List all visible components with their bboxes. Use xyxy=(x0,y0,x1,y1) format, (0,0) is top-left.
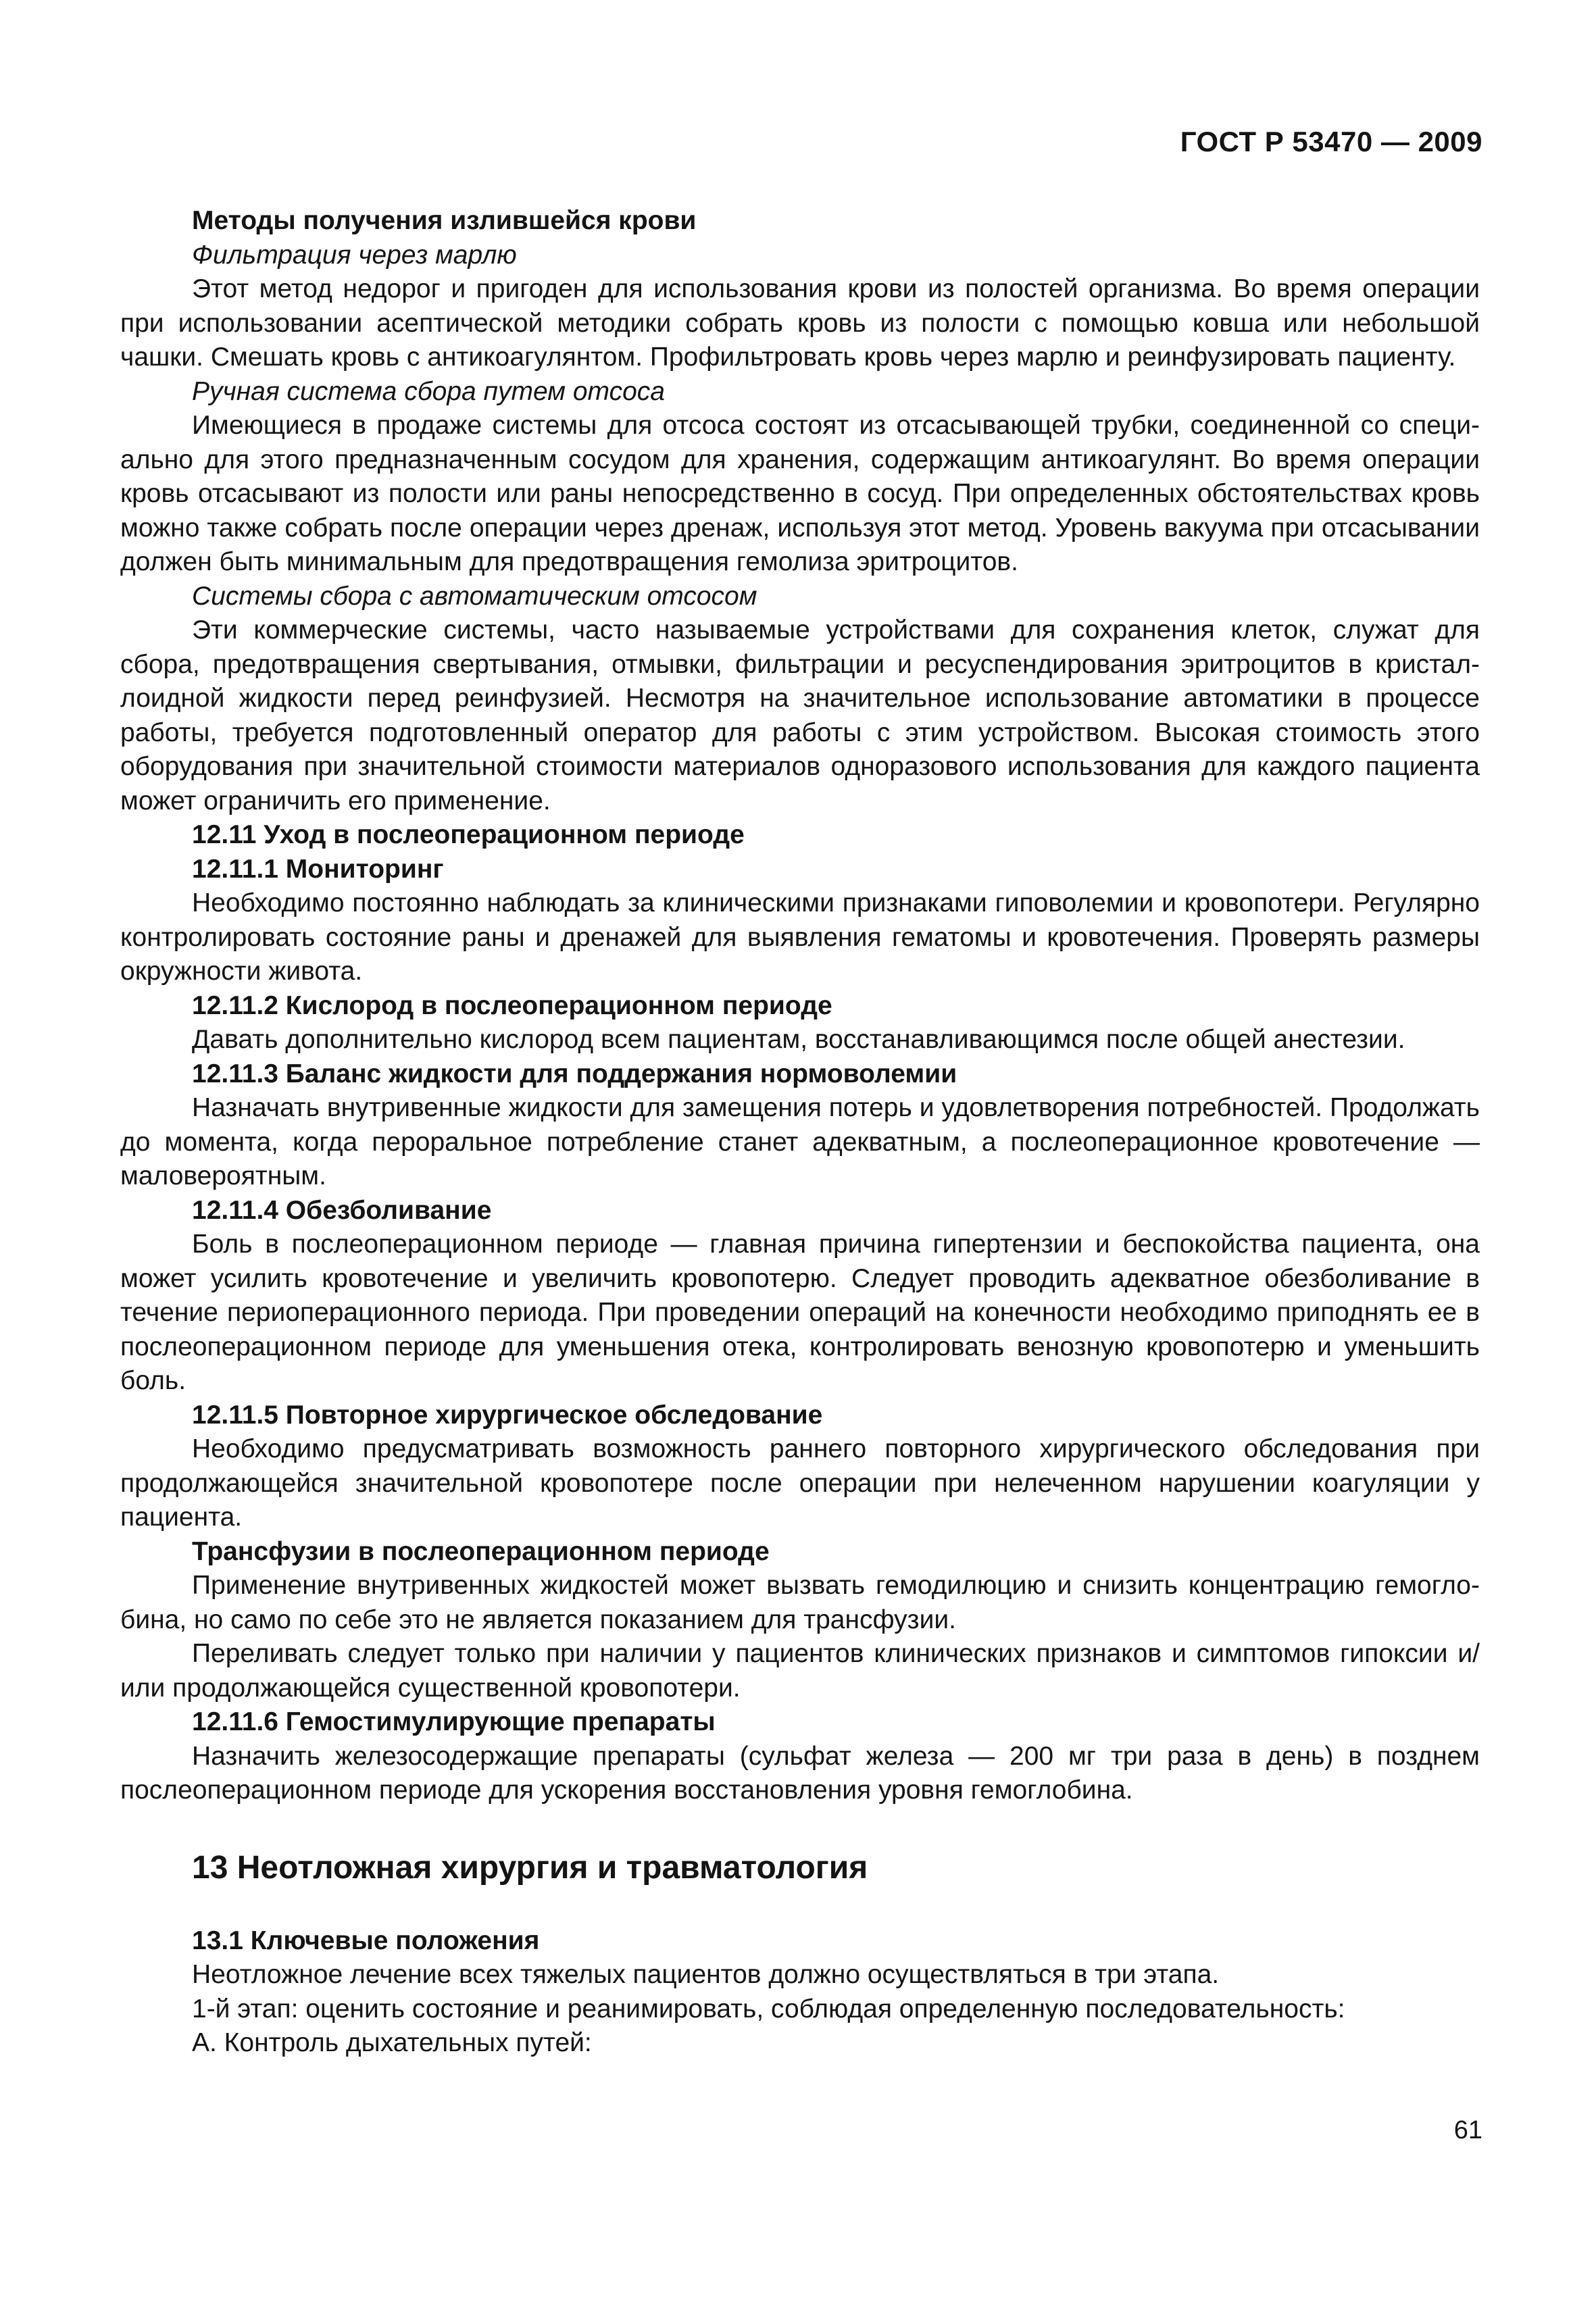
method-title-automatic-suction: Системы сбора с автоматическим отсосом xyxy=(192,581,757,611)
paragraph: Этот метод недорог и пригоден для использования крови из полостей организма. Во время операции при использовании асептической методики собрать кровь из полости с помощью ковша или небольшой чашки. Смешать кровь с антикоагулянтом. Профильтровать кровь через марлю и реинфузировать пациенту. xyxy=(120,274,1480,372)
section-heading-12-11-1: 12.11.1 Мониторинг xyxy=(192,854,444,884)
paragraph: Применение внутривенных жидкостей может вызвать гемодилюцию и снизить концентрацию гемоглобина, но само по себе это не является показанием для трансфузии. xyxy=(120,1571,1480,1634)
paragraph: Имеющиеся в продаже системы для отсоса состоят из отсасывающей трубки, соединенной со специально для этого предназначенным сосудом для хранения, содержащим антикоагулянт. Во время операции кровь отсасывают из полости или раны непосредственно в сосуд. При определенных обстоятельствах кровь можно также собрать после операции через дренаж, используя этот метод. Уровень вакуума при отсасывании должен быть минимальным для предотвращения гемолиза эритроцитов. xyxy=(120,411,1480,576)
paragraph: Переливать следует только при наличии у пациентов клинических признаков и симптомов гипоксии и/или продолжающейся существенной кровопотери. xyxy=(120,1639,1480,1703)
page-content xyxy=(120,204,1480,2061)
paragraph: 1-й этап: оценить состояние и реанимировать, соблюдая определенную последовательность: xyxy=(192,1994,1345,2023)
paragraph: Необходимо предусматривать возможность раннего повторного хирургического обследования при продолжающейся значительной кровопотере после операции при нелеченном нарушении коагуляции у пациента. xyxy=(120,1434,1480,1532)
subheading-blood-collection-methods: Методы получения излившейся крови xyxy=(192,206,697,235)
paragraph: Назначить железосодержащие препараты (сульфат железа — 200 мг три раза в день) в позднем послеоперационном периоде для ускорения восстановления уровня гемоглобина. xyxy=(120,1741,1480,1805)
section-heading-12-11: 12.11 Уход в послеоперационном периоде xyxy=(192,820,745,849)
section-heading-12-11-5: 12.11.5 Повторное хирургическое обследование xyxy=(192,1400,823,1430)
paragraph: Эти коммерческие системы, часто называемые устройствами для сохранения клеток, служат для сбора, предотвращения свертывания, отмывки, фильтрации и ресуспендирования эритроцитов в кристаллоидной жидкости перед реинфузией. Несмотря на значительное использование автоматики в процессе работы, требуется подготовленный оператор для работы с этим устройством. Высокая стоимость этого оборудования при значительной стоимости материалов одноразового использования для каждого пациента может ограничить его применение. xyxy=(120,615,1480,815)
page-number: 61 xyxy=(1453,2116,1482,2144)
method-title-gauze-filtration: Фильтрация через марлю xyxy=(192,240,517,270)
section-heading-12-11-4: 12.11.4 Обезболивание xyxy=(192,1195,492,1225)
section-heading-12-11-2: 12.11.2 Кислород в послеоперационном периоде xyxy=(192,990,832,1020)
document-header: ГОСТ Р 53470 — 2009 xyxy=(1180,126,1482,157)
method-title-manual-suction: Ручная система сбора путем отсоса xyxy=(192,376,665,406)
paragraph: Назначать внутривенные жидкости для замещения потерь и удовлетворения потребностей. Продолжать до момента, когда пероральное потребление станет адекватным, а послеоперационное кровотечение — маловероятным. xyxy=(120,1093,1480,1190)
section-heading-12-11-3: 12.11.3 Баланс жидкости для поддержания нормоволемии xyxy=(192,1059,957,1088)
paragraph: Необходимо постоянно наблюдать за клиническими признаками гиповолемии и кровопотери. Регулярно контролировать состояние раны и дренажей для выявления гематомы и кровотечения. Проверять размеры окружности живота. xyxy=(120,888,1480,986)
chapter-heading-13: 13 Неотложная хирургия и травматология xyxy=(192,1849,868,1886)
paragraph: Давать дополнительно кислород всем пациентам, восстанавливающимся после общей анестезии. xyxy=(192,1025,1405,1054)
subheading-postop-transfusion: Трансфузии в послеоперационном периоде xyxy=(192,1536,770,1566)
section-heading-12-11-6: 12.11.6 Гемостимулирующие препараты xyxy=(192,1707,716,1736)
paragraph: А. Контроль дыхательных путей: xyxy=(192,2028,592,2057)
paragraph: Неотложное лечение всех тяжелых пациентов должно осуществляться в три этапа. xyxy=(192,1960,1220,1989)
section-heading-13-1: 13.1 Ключевые положения xyxy=(192,1926,540,1955)
paragraph: Боль в послеоперационном периоде — главная причина гипертензии и беспокойства пациента, она может усилить кровотечение и увеличить кровопотерю. Следует проводить адекватное обезболивание в течение периоперационного периода. При проведении операций на конечности необходимо приподнять ее в послеоперационном периоде для уменьшения отека, контролировать венозную кровопотерю и уменьшить боль. xyxy=(120,1230,1480,1395)
